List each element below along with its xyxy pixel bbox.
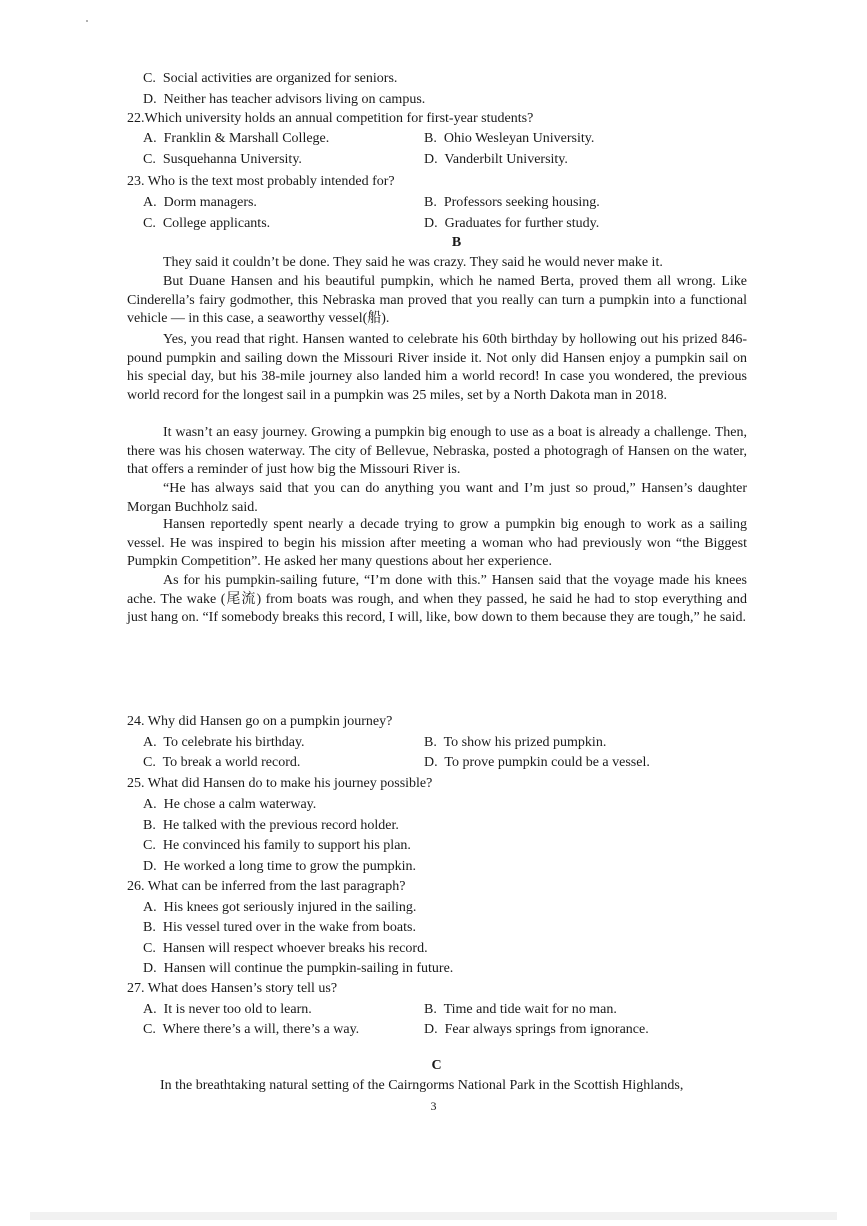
passage-b-paragraph-4: It wasn’t an easy journey. Growing a pumpkin big enough to use as a boat is already a challenge. Then, there was his chosen waterway. The city of Bellevue, Nebraska, posted a photogragh of Hansen on the water, that offers a reminder of just how big the Missouri River is. (127, 425, 747, 478)
q21-option-c: C. Social activities are organized for seniors. (143, 71, 398, 86)
q21-option-d: D. Neither has teacher advisors living on campus. (143, 92, 426, 107)
q25-option-b: B. He talked with the previous record holder. (143, 818, 399, 833)
q23-option-c: C. College applicants. (143, 216, 271, 231)
page-number: 3 (430, 1099, 437, 1113)
passage-b-paragraph-2: But Duane Hansen and his beautiful pumpkin, which he named Berta, proved them all wrong. Like Cinderella’s fairy godmother, this Nebraska man proved that you really can turn a pumpkin into a functional vehicle — in this case, a seaworthy vessel(船). (127, 274, 747, 327)
q26-option-a: A. His knees got seriously injured in the sailing. (143, 900, 417, 915)
scan-speck (86, 20, 88, 22)
q24-option-d: D. To prove pumpkin could be a vessel. (424, 755, 650, 770)
q27-option-c: C. Where there’s a will, there’s a way. (143, 1022, 360, 1037)
q25-stem: 25. What did Hansen do to make his journey possible? (127, 776, 433, 791)
q26-stem: 26. What can be inferred from the last paragraph? (127, 879, 406, 894)
scan-edge-bar (30, 1212, 837, 1220)
q26-option-b: B. His vessel tured over in the wake from boats. (143, 920, 416, 935)
q26-option-c: C. Hansen will respect whoever breaks his record. (143, 941, 428, 956)
q23-option-d: D. Graduates for further study. (424, 216, 600, 231)
q26-option-d: D. Hansen will continue the pumpkin-sailing in future. (143, 961, 454, 976)
q25-option-d: D. He worked a long time to grow the pumpkin. (143, 859, 416, 874)
q22-option-c: C. Susquehanna University. (143, 152, 302, 167)
section-b-heading: B (451, 235, 462, 250)
passage-b-paragraph-1: They said it couldn’t be done. They said he was crazy. They said he would never make it. (163, 255, 663, 270)
q23-stem: 23. Who is the text most probably intended for? (127, 174, 395, 189)
q22-option-a: A. Franklin & Marshall College. (143, 131, 330, 146)
q27-stem: 27. What does Hansen’s story tell us? (127, 981, 338, 996)
passage-c-first-line: In the breathtaking natural setting of the Cairngorms National Park in the Scottish Highlands, (160, 1078, 684, 1093)
section-c-heading: C (431, 1058, 442, 1073)
q25-option-a: A. He chose a calm waterway. (143, 797, 317, 812)
q27-option-b: B. Time and tide wait for no man. (424, 1002, 617, 1017)
passage-b-paragraph-3: Yes, you read that right. Hansen wanted to celebrate his 60th birthday by hollowing out his prized 846-pound pumpkin and sailing down the Missouri River inside it. Not only did Hansen enjoy a pumpkin sail on his special day, but his 38-mile journey also landed him a world record! In case you wondered, the previous world record for the longest sail in a pumpkin was 25 miles, set by a North Dakota man in 2018. (127, 332, 747, 403)
q25-option-c: C. He convinced his family to support his plan. (143, 838, 411, 853)
q27-option-a: A. It is never too old to learn. (143, 1002, 312, 1017)
q24-option-b: B. To show his prized pumpkin. (424, 735, 607, 750)
q23-option-a: A. Dorm managers. (143, 195, 257, 210)
q24-option-a: A. To celebrate his birthday. (143, 735, 305, 750)
q23-option-b: B. Professors seeking housing. (424, 195, 600, 210)
q22-option-b: B. Ohio Wesleyan University. (424, 131, 595, 146)
q22-option-d: D. Vanderbilt University. (424, 152, 568, 167)
q24-option-c: C. To break a world record. (143, 755, 301, 770)
passage-b-paragraph-6: Hansen reportedly spent nearly a decade trying to grow a pumpkin big enough to work as a sailing vessel. He was inspired to begin his mission after meeting a woman who had previously won “the Biggest Pumpkin Competition”. He asked her many questions about her experience. (127, 517, 747, 570)
passage-b-paragraph-7: As for his pumpkin-sailing future, “I’m done with this.” Hansen said that the voyage made his knees ache. The wake (尾流) from boats was rough, and when they passed, he said he had to stop everything and just hang on. “If somebody breaks this record, I will, like, bow down to them because they are tough,” he said. (127, 573, 747, 626)
q24-stem: 24. Why did Hansen go on a pumpkin journey? (127, 714, 393, 729)
q27-option-d: D. Fear always springs from ignorance. (424, 1022, 649, 1037)
passage-b-paragraph-5: “He has always said that you can do anything you want and I’m just so proud,” Hansen’s daughter Morgan Buchholz said. (127, 481, 747, 515)
q22-stem: 22.Which university holds an annual competition for first-year students? (127, 111, 534, 126)
